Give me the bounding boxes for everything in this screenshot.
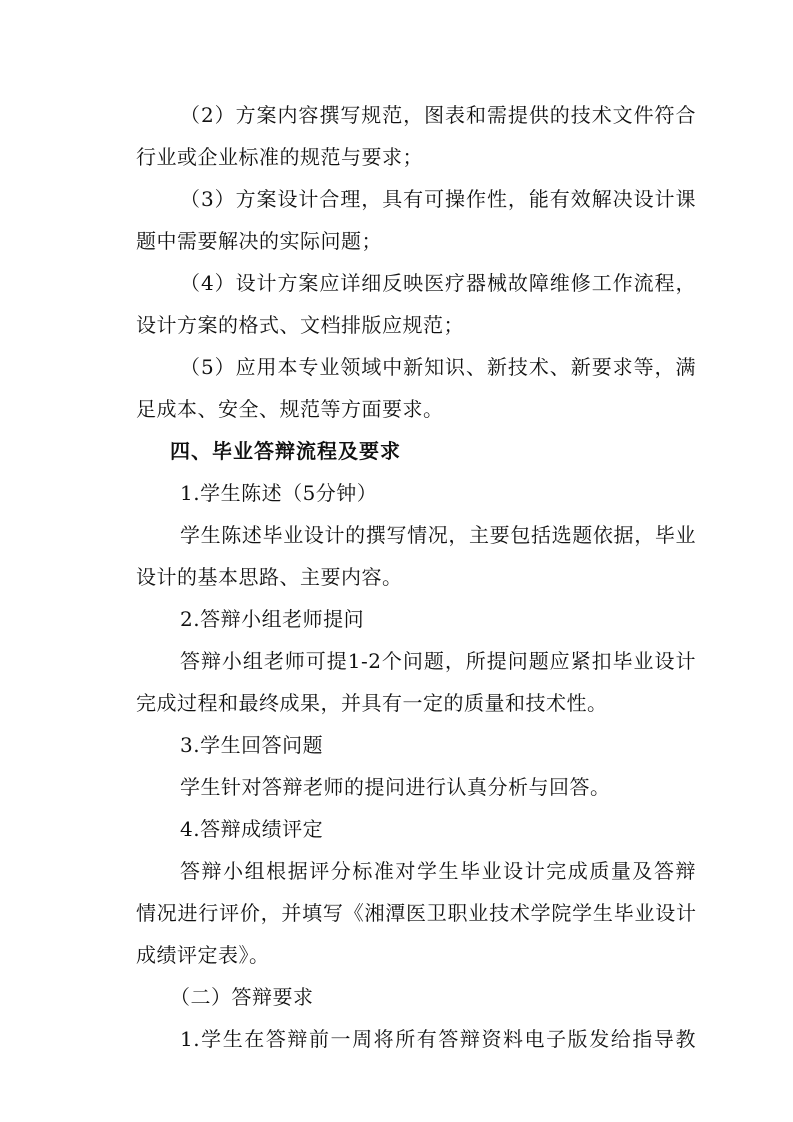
criterion-4-line-2: 设计方案的格式、文档排版应规范； — [136, 313, 464, 337]
step-3-desc: 学生针对答辩老师的提问进行认真分析与回答。 — [180, 775, 611, 799]
step-3-title: 3.学生回答问题 — [180, 733, 324, 757]
step-1-title: 1.学生陈述（5分钟） — [180, 481, 378, 505]
step-4-desc-line-1: 答辩小组根据评分标准对学生毕业设计完成质量及答辩 — [180, 859, 696, 883]
criterion-2-line-2: 行业或企业标准的规范与要求； — [136, 145, 423, 169]
step-4-desc-line-3: 成绩评定表》。 — [136, 943, 270, 967]
step-4-desc-line-2: 情况进行评价，并填写《湘潭医卫职业技术学院学生毕业设计 — [136, 901, 696, 925]
criterion-4-line-1: （4）设计方案应详细反映医疗器械故障维修工作流程， — [180, 271, 696, 295]
step-2-title: 2.答辩小组老师提问 — [180, 607, 365, 631]
section-heading-defense-process: 四、毕业答辩流程及要求 — [170, 439, 401, 463]
requirement-1-line-1: 1.学生在答辩前一周将所有答辩资料电子版发给指导教 — [180, 1027, 696, 1051]
criterion-5-line-1: （5）应用本专业领域中新知识、新技术、新要求等，满 — [180, 355, 696, 379]
criterion-2-line-1: （2）方案内容撰写规范，图表和需提供的技术文件符合 — [180, 103, 696, 127]
criterion-5-line-2: 足成本、安全、规范等方面要求。 — [136, 397, 444, 421]
criterion-3-line-2: 题中需要解决的实际问题； — [136, 229, 382, 253]
step-1-desc-line-2: 设计的基本思路、主要内容。 — [136, 565, 403, 589]
criterion-3-line-1: （3）方案设计合理，具有可操作性，能有效解决设计课 — [180, 187, 696, 211]
step-2-desc-line-2: 完成过程和最终成果，并具有一定的质量和技术性。 — [136, 691, 608, 715]
subsection-heading-defense-requirements: （二）答辩要求 — [170, 985, 314, 1009]
step-4-title: 4.答辩成绩评定 — [180, 817, 324, 841]
step-2-desc-line-1: 答辩小组老师可提1-2个问题，所提问题应紧扣毕业设计 — [180, 649, 696, 673]
step-1-desc-line-1: 学生陈述毕业设计的撰写情况，主要包括选题依据，毕业 — [180, 523, 696, 547]
